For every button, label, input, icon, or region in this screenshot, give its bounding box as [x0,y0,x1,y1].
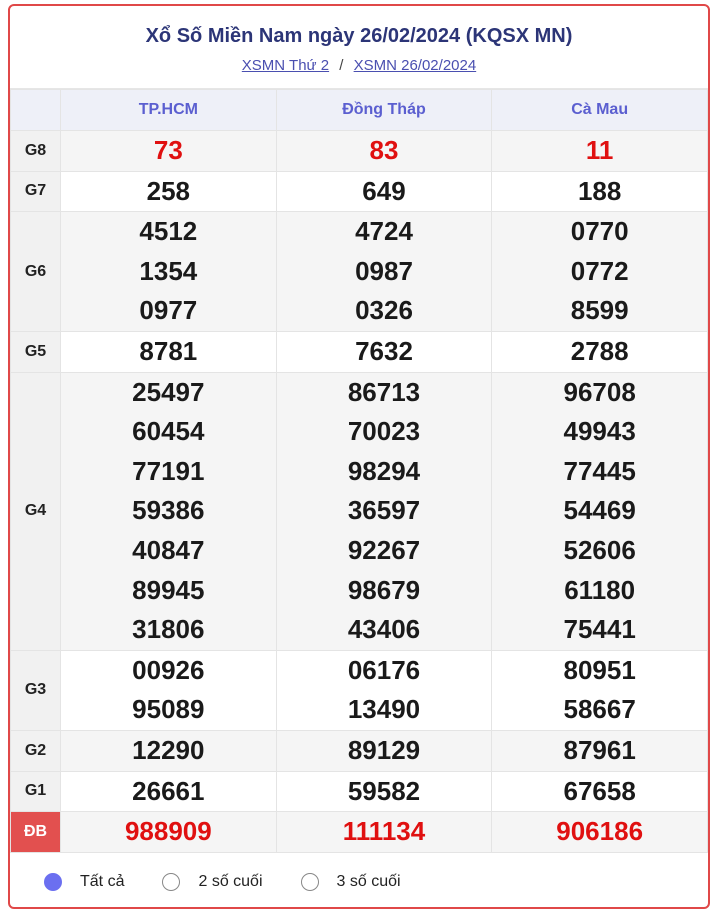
prize-number: 8781 [139,335,198,366]
prize-number: 906186 [556,816,644,847]
filter-option-label: 2 số cuối [198,872,263,890]
prize-number: 86713 [347,376,421,407]
prize-number: 75441 [563,614,636,645]
results-table [10,89,708,853]
prize-number: 0977 [139,295,198,326]
prize-cell [492,771,708,812]
prize-number: 11 [585,135,614,165]
prize-cell [61,372,277,650]
prize-row-g2 [11,730,708,771]
prize-row-g6 [11,212,708,332]
prize-number: 60454 [132,416,205,447]
results-card [8,4,710,909]
prize-number: 52606 [563,534,636,565]
prize-cell [276,812,492,853]
prize-number: 77445 [563,455,636,486]
prize-body [11,131,708,853]
prize-cell [276,372,492,650]
prize-number: 67658 [563,775,636,806]
prize-number: 95089 [132,694,205,725]
prize-number: 89129 [347,734,421,765]
prize-cell [61,131,277,172]
prize-number: 0770 [570,216,629,247]
prize-number: 80951 [563,654,636,685]
prize-number: 40847 [132,534,205,565]
prize-row-g7 [11,171,708,212]
prize-number: 4512 [139,216,198,247]
prize-label: G5 [11,331,61,372]
prize-cell [492,212,708,332]
prize-label: G8 [11,131,61,172]
prize-number: 188 [577,175,622,206]
prize-number: 98679 [347,574,421,605]
prize-cell [61,212,277,332]
prize-cell [276,650,492,730]
prize-number: 92267 [347,534,421,565]
prize-cell [492,372,708,650]
prize-cell [276,331,492,372]
prize-label: G4 [11,372,61,650]
prize-label: G6 [11,212,61,332]
prize-number: 0326 [355,295,413,326]
prize-number: 61180 [564,574,636,605]
prize-label: G7 [11,171,61,212]
prize-number: 00926 [132,654,205,685]
prize-number: 0772 [570,255,629,286]
filter-option-1[interactable] [162,873,262,891]
prize-cell [492,171,708,212]
prize-number: 988909 [124,816,212,847]
prize-row-g3 [11,650,708,730]
prize-number: 70023 [347,416,421,447]
breadcrumb-link-date[interactable]: XSMN 26/02/2024 [353,57,477,74]
breadcrumb-link-weekday[interactable]: XSMN Thứ 2 [241,57,330,74]
prize-number: 58667 [563,694,636,725]
prize-cell [276,771,492,812]
radio-button[interactable] [44,873,62,891]
prize-number: 258 [146,175,191,206]
province-header-row [11,90,708,131]
prize-cell [492,730,708,771]
prize-number: 77191 [132,455,205,486]
province-header-ca-mau: Cà Mau [492,90,708,131]
prize-number: 73 [153,135,183,165]
prize-number: 25497 [132,376,205,407]
prize-number: 26661 [132,775,205,806]
prize-row-g1 [11,771,708,812]
prize-number: 8599 [570,295,629,326]
prize-number: 0987 [355,255,413,286]
prize-number: 649 [362,175,406,206]
prize-cell [492,812,708,853]
prize-cell [492,131,708,172]
prize-row-đb [11,812,708,853]
prize-cell [276,730,492,771]
prize-row-g5 [11,331,708,372]
prize-number: 59582 [347,775,421,806]
prize-number: 13490 [347,694,421,725]
prize-label: ĐB [11,812,61,853]
digit-filter-group [10,854,708,909]
prize-number: 12290 [132,734,205,765]
prize-cell [61,171,277,212]
filter-option-label: 3 số cuối [336,872,401,890]
province-header-tphcm: TP.HCM [61,90,277,131]
prize-cell [61,650,277,730]
prize-number: 7632 [355,335,413,366]
prize-row-g8 [11,131,708,172]
prize-number: 59386 [132,495,205,526]
header-corner [11,90,61,131]
prize-number: 98294 [347,455,421,486]
filter-option-0[interactable] [44,873,124,891]
prize-cell [492,650,708,730]
prize-number: 111134 [342,816,426,847]
prize-number: 89945 [132,574,205,605]
page-title: Xổ Số Miền Nam ngày 26/02/2024 (KQSX MN) [145,25,573,47]
prize-cell [276,171,492,212]
prize-number: 2788 [570,335,629,366]
breadcrumb [10,57,708,74]
prize-label: G1 [11,771,61,812]
province-header-dong-thap: Đồng Tháp [276,90,492,131]
prize-row-g4 [11,372,708,650]
prize-cell [61,771,277,812]
prize-number: 43406 [347,614,421,645]
radio-button[interactable] [162,873,180,891]
prize-number: 83 [369,135,399,165]
prize-label: G2 [11,730,61,771]
prize-cell [276,131,492,172]
prize-cell [492,331,708,372]
prize-number: 36597 [347,495,421,526]
filter-option-2[interactable] [301,873,401,891]
prize-number: 87961 [563,734,636,765]
prize-number: 96708 [563,376,636,407]
prize-number: 31806 [132,614,205,645]
prize-cell [276,212,492,332]
prize-number: 4724 [355,216,413,247]
radio-button[interactable] [301,873,319,891]
breadcrumb-separator: / [339,57,344,74]
prize-label: G3 [11,650,61,730]
prize-number: 06176 [347,654,421,685]
prize-cell [61,730,277,771]
prize-number: 54469 [563,495,636,526]
title-area [10,6,708,89]
prize-number: 49943 [563,416,636,447]
prize-cell [61,331,277,372]
prize-number: 1354 [139,255,198,286]
filter-option-label: Tất cả [80,872,125,890]
prize-cell [61,812,277,853]
